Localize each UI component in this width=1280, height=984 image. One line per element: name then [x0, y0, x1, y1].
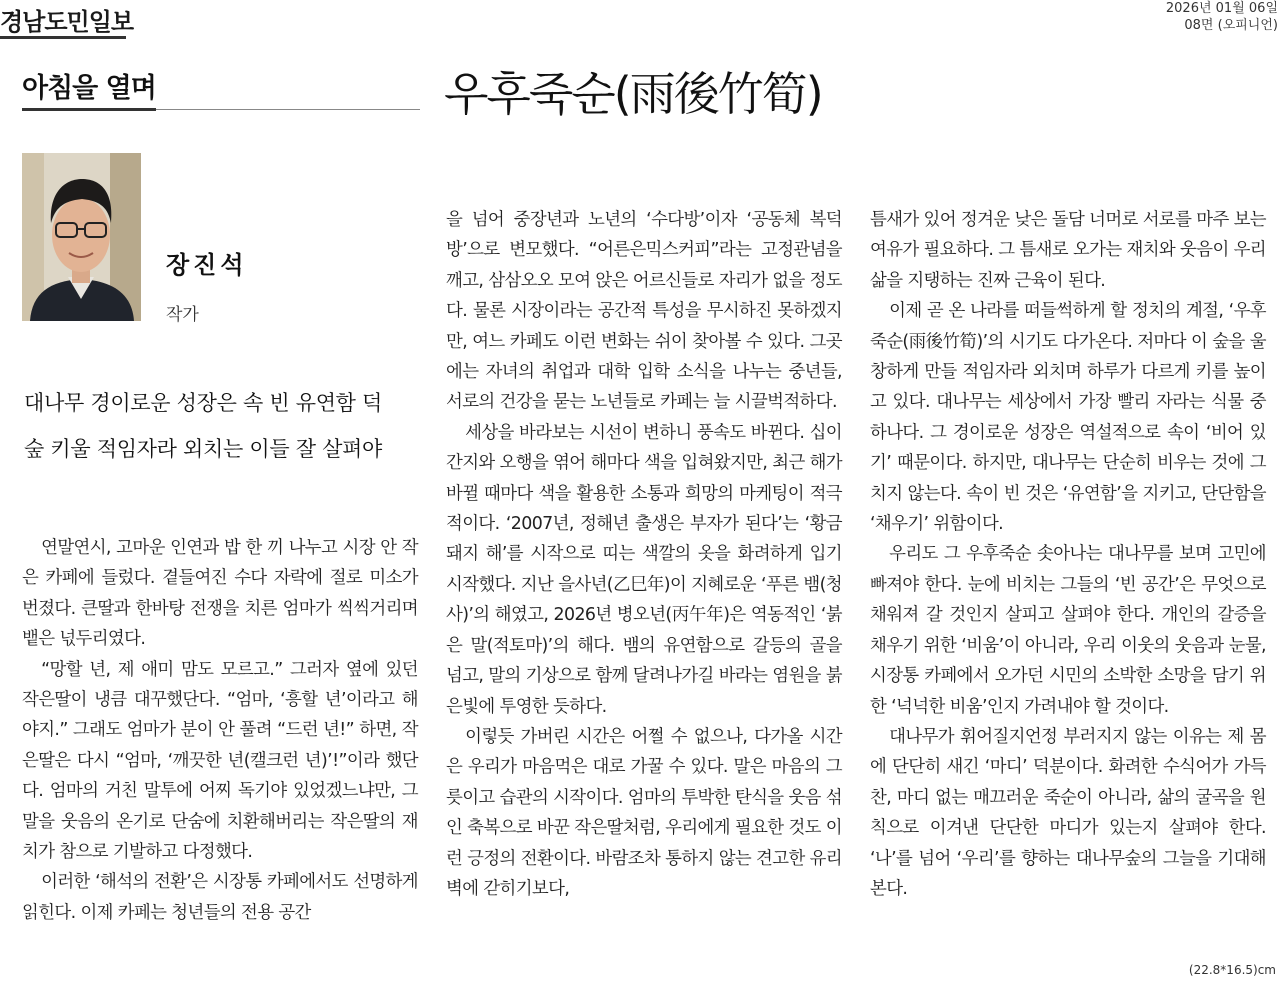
- paragraph: 세상을 바라보는 시선이 변하니 풍속도 바뀐다. 십이간지와 오행을 엮어 해마다 색을 입혀왔지만, 최근 해가 바뀔 때마다 색을 활용한 소통과 희망의 마케팅이 적극적이다. ‘2007년, 정해년 출생은 부자가 된다’는 ‘황금돼지 해’를 시작으로 띠는 색깔의 옷을 화려하게 입기 시작했다. 지난 을사년(乙巳年)이 지혜로운 ‘푸른 뱀(청사)’의 해였고, 2026년 병오년(丙午年)은 역동적인 ‘붉은 말(적토마)’의 해다. 뱀의 유연함으로 갈등의 골을 넘고, 말의 기상으로 함께 달려나가길 바라는 염원을 붉은빛에 투영한 듯하다.: [446, 422, 842, 717]
- article-size-note: (22.8*16.5)cm: [1188, 963, 1276, 977]
- masthead-logo: 경남도민일보: [0, 8, 134, 36]
- publication-section: 08면 (오피니언): [1184, 18, 1278, 33]
- column-title-thin-rule: [156, 109, 420, 110]
- article-column-1: [22, 533, 418, 928]
- paragraph-continued: 을 넘어 중장년과 노년의 ‘수다방’이자 ‘공동체 복덕방’으로 변모했다. “어른은믹스커피”라는 고정관념을 깨고, 삼삼오오 모여 앉은 어르신들로 자리가 없을 정도다. 물론 시장이라는 공간적 특성을 무시하진 못하겠지만, 여느 카페도 이런 변화는 쉬이 찾아볼 수 있다. 그곳에는 자녀의 취업과 대학 입학 소식을 나누는 중년들, 서로의 건강을 묻는 노년들로 카페는 늘 시끌벅적하다.: [446, 210, 842, 413]
- subheadline: [24, 380, 420, 472]
- paragraph: 이러한 ‘해석의 전환’은 시장통 카페에서도 선명하게 읽힌다. 이제 카페는 청년들의 전용 공간: [22, 872, 418, 923]
- article-column-2: [446, 205, 842, 904]
- author-role: 작가: [166, 305, 199, 325]
- column-title-rule: [22, 108, 156, 111]
- paragraph: 우리도 그 우후죽순 솟아나는 대나무를 보며 고민에 빠져야 한다. 눈에 비치는 그들의 ‘빈 공간’은 무엇으로 채워져 갈 것인지 살피고 살펴야 한다. 개인의 갈증을 채우기 위한 ‘비움’이 아니라, 우리 이웃의 웃음과 눈물, 시장통 카페에서 오가던 시민의 소박한 소망을 담기 위한 ‘넉넉한 비움’인지 가려내야 할 것이다.: [870, 544, 1266, 717]
- paragraph: 대나무가 휘어질지언정 부러지지 않는 이유는 제 몸에 단단히 새긴 ‘마디’ 덕분이다. 화려한 수식어가 가득 찬, 마디 없는 매끄러운 죽순이 아니라, 삶의 굴곡을 원칙으로 이겨낸 단단한 마디가 있는지 살펴야 한다. ‘나’를 넘어 ‘우리’를 향하는 대나무숲의 그늘을 기대해본다.: [870, 726, 1266, 899]
- article-column-3: [870, 205, 1266, 904]
- paragraph: “망할 년, 제 애미 맘도 모르고.” 그러자 옆에 있던 작은딸이 냉큼 대꾸했단다. “엄마, ‘흥할 년’이라고 해야지.” 그래도 엄마가 분이 안 풀려 “드런 년!” 하면, 작은딸은 다시 “엄마, ‘깨끗한 년(캘크런 년)’!”이라 했단다. 엄마의 거친 말투에 어찌 독기야 있었겠느냐만, 그 말을 웃음의 온기로 단숨에 치환해버리는 작은딸의 재치가 참으로 기발하고 다정했다.: [22, 659, 418, 863]
- subheadline-line-1: 대나무 경이로운 성장은 속 빈 유연함 덕: [24, 391, 383, 415]
- paragraph: 이렇듯 가버린 시간은 어쩔 수 없으나, 다가올 시간은 우리가 마음먹은 대로 가꿀 수 있다. 말은 마음의 그릇이고 습관의 시작이다. 엄마의 투박한 탄식을 웃음 섞인 축복으로 바꾼 작은딸처럼, 우리에게 필요한 것도 이런 긍정의 전환이다. 바람조차 통하지 않는 견고한 유리벽에 갇히기보다,: [446, 726, 842, 899]
- column-title: 아침을 열며: [22, 73, 156, 104]
- paragraph-continued: 틈새가 있어 정겨운 낮은 돌담 너머로 서로를 마주 보는 여유가 필요하다. 그 틈새로 오가는 재치와 웃음이 우리 삶을 지탱하는 진짜 근육이 된다.: [870, 210, 1266, 291]
- author-photo: [22, 153, 141, 321]
- paragraph: 이제 곧 온 나라를 떠들썩하게 할 정치의 계절, ‘우후죽순(雨後竹筍)’의 시기도 다가온다. 저마다 이 숲을 울창하게 만들 적임자라 외치며 하루가 다르게 키를 높이고 있다. 대나무는 세상에서 가장 빨리 자라는 식물 중 하나다. 그 경이로운 성장은 역설적으로 속이 ‘비어 있기’ 때문이다. 하지만, 대나무는 단순히 비우는 것에 그치지 않는다. 속이 빈 것은 ‘유연함’을 지키고, 단단함을 ‘채우기’ 위함이다.: [870, 301, 1266, 535]
- author-portrait-image: [22, 153, 141, 321]
- paragraph: 연말연시, 고마운 인연과 밥 한 끼 나누고 시장 안 작은 카페에 들렀다. 곁들여진 수다 자락에 절로 미소가 번졌다. 큰딸과 한바탕 전쟁을 치른 엄마가 씩씩거리며 뱉은 넋두리였다.: [22, 538, 418, 650]
- masthead-divider: [0, 36, 126, 39]
- publication-meta: [1166, 0, 1278, 34]
- publication-date: 2026년 01월 06일: [1165, 1, 1278, 16]
- author-name: 장진석: [166, 251, 248, 279]
- article-headline: 우후죽순(雨後竹筍): [444, 67, 822, 121]
- subheadline-line-2: 숲 키울 적임자라 외치는 이들 잘 살펴야: [24, 437, 383, 461]
